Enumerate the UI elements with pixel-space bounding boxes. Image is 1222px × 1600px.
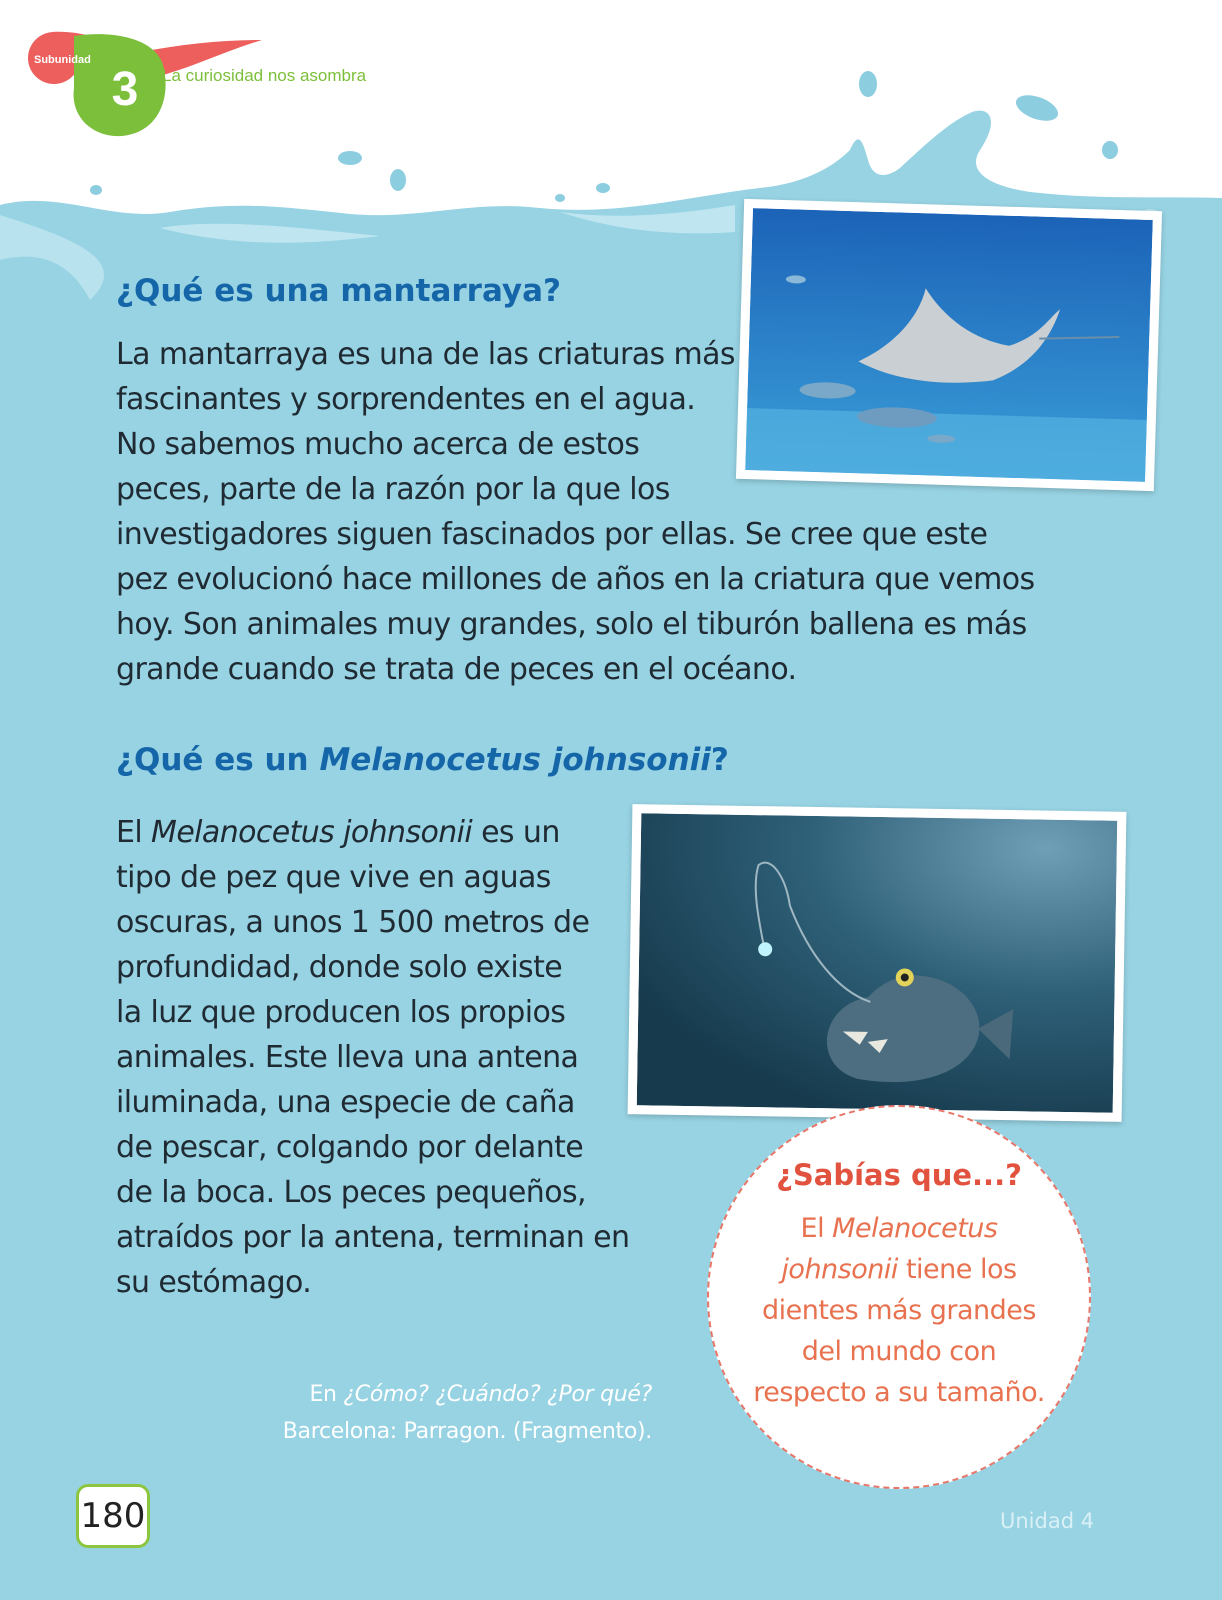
fact-prefix: El: [800, 1213, 833, 1244]
melanocetus-paragraph: [116, 810, 636, 1305]
text-line: tipo de pez que vive en aguas: [116, 860, 551, 895]
text-line: investigadores siguen fascinados por ellas. Se cree que este: [116, 517, 988, 552]
citation-prefix: En: [309, 1382, 344, 1407]
unit-title: La curiosidad nos asombra: [162, 66, 367, 85]
text-line: la luz que producen los propios: [116, 995, 566, 1030]
fact-rest: tiene los dientes más grandes del mundo con respecto a su tamaño.: [753, 1254, 1045, 1408]
subunit-label: Subunidad: [34, 54, 91, 66]
text-line: fascinantes y sorprendentes en el agua.: [116, 382, 696, 417]
text-line: La mantarraya es una de las criaturas más: [116, 337, 735, 372]
text-line: su estómago.: [116, 1265, 312, 1300]
species-name: Melanocetus johnsonii: [151, 815, 473, 850]
text-line: iluminada, una especie de caña: [116, 1085, 575, 1120]
publisher: Barcelona: Parragon. (Fragmento).: [282, 1419, 652, 1444]
unit-label: Unidad 4: [1000, 1509, 1095, 1533]
anglerfish-illustration: [637, 813, 1118, 1112]
line-suffix: es un: [472, 815, 560, 850]
text-line: atraídos por la antena, terminan en: [116, 1220, 630, 1255]
section-heading-mantarraya: ¿Qué es una mantarraya?: [116, 273, 562, 309]
source-citation: [190, 1376, 652, 1450]
text-line: oscuras, a unos 1 500 metros de: [116, 905, 590, 940]
mantarraya-paragraph: [116, 332, 1036, 692]
text-line: de pescar, colgando por delante: [116, 1130, 584, 1165]
fact-species-name: Melanocetus johnsonii: [781, 1213, 998, 1285]
heading-prefix: ¿Qué es un: [116, 742, 320, 778]
heading-species-name: Melanocetus johnsonii: [319, 742, 711, 778]
citation-line: [190, 1376, 652, 1413]
heading-suffix: ?: [710, 742, 729, 778]
anglerfish-photo: [628, 804, 1127, 1122]
text-line: profundidad, donde solo existe: [116, 950, 563, 985]
text-line: animales. Este lleva una antena: [116, 1040, 579, 1075]
text-line: grande cuando se trata de peces en el océano.: [116, 652, 797, 687]
book-title: ¿Cómo? ¿Cuándo? ¿Por qué?: [343, 1382, 652, 1407]
page-number: 180: [76, 1484, 150, 1548]
section-heading-melanocetus: [116, 742, 729, 778]
text-line: hoy. Son animales muy grandes, solo el tiburón ballena es más: [116, 607, 1027, 642]
text-line: No sabemos mucho acerca de estos: [116, 427, 640, 462]
did-you-know-text: [742, 1208, 1056, 1413]
text-line: peces, parte de la razón por la que los: [116, 472, 670, 507]
text-line: de la boca. Los peces pequeños,: [116, 1175, 586, 1210]
line-prefix: El: [116, 815, 152, 850]
did-you-know-title: ¿Sabías que...?: [776, 1158, 1022, 1192]
text-line: pez evolucionó hace millones de años en la criatura que vemos: [116, 562, 1035, 597]
text-line: [116, 810, 636, 855]
unit-number: 3: [111, 63, 139, 116]
